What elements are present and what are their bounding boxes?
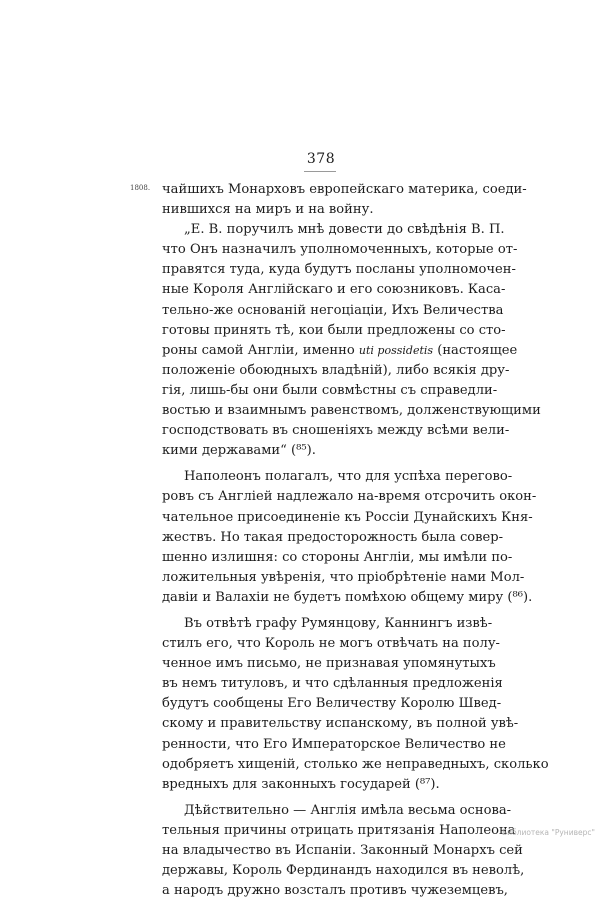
text-line: ровъ съ Англіей надлежало на-время отсрочить окон- — [162, 489, 537, 505]
text-line: въ немъ титуловъ, и что сдѣланныя предложенія — [162, 676, 503, 692]
text-line: ченное имъ письмо, не признавая упомянутыхъ — [162, 656, 496, 672]
text-line: ренности, что Его Императорское Величество не — [162, 736, 506, 752]
text-line: чательное присоединеніе къ Россіи Дунайскихъ Кня- — [162, 509, 533, 525]
paragraph — [162, 220, 541, 461]
text-line: жествъ. Но такая предосторожность была совер- — [162, 529, 504, 545]
text-line: готовы принять тѣ, кои были предложены со сто- — [162, 322, 506, 338]
text-line: одобряетъ хищеній, столько же неправедныхъ, сколько — [162, 756, 549, 772]
text-line: давіи и Валахіи не будетъ помѣхою общему миру (⁸⁶). — [162, 589, 533, 605]
text-line: положеніе обоюдныхъ владѣній), либо всякія дру- — [162, 362, 510, 378]
text-line: Дѣйствительно — Англія имѣла весьма основа- — [184, 802, 512, 818]
text-line: востью и взаимнымъ равенствомъ, долженствующими — [162, 403, 541, 419]
text-line: ложительныя увѣренія, что пріобрѣтеніе нами Мол- — [162, 569, 525, 585]
paragraph — [162, 801, 525, 901]
text-line: кими державами“ (⁸⁵). — [162, 443, 316, 459]
text-line: чайшихъ Монарховъ европейскаго материка, соеди- — [162, 182, 527, 197]
paragraph — [162, 180, 527, 220]
text-line: стилъ его, что Король не могъ отвѣчать на полу- — [162, 636, 500, 652]
text-line: гія, лишь-бы они были совмѣстны съ справедли- — [162, 382, 498, 398]
margin-year-note: 1808. — [130, 184, 151, 192]
text-line: державы, Король Фердинандъ находился въ неволѣ, — [162, 863, 525, 879]
text-line: тельныя причины отрицать притязанія Наполеона — [162, 822, 516, 838]
text-line: а народъ дружно возсталъ противъ чужеземцевъ, — [162, 883, 508, 899]
text-line: на владычество въ Испаніи. Законный Монархъ сей — [162, 843, 523, 858]
paragraph — [162, 614, 549, 795]
footer-watermark: Библиотека "Руниверс" — [502, 828, 595, 837]
text-line: „Е. В. поручилъ мнѣ довести до свѣдѣнія В. П. — [184, 222, 505, 238]
text-line: роны самой Англіи, именно uti possidetis (настоящее — [162, 342, 518, 358]
text-line: шенно излишня: со стороны Англіи, мы имѣли по- — [162, 549, 513, 565]
page-number-rule — [304, 171, 336, 172]
paragraph — [162, 467, 537, 608]
text-line: тельно-же основаній негоціаціи, Ихъ Величества — [162, 302, 504, 318]
text-line: ные Короля Англійскаго и его союзниковъ. Каса- — [162, 282, 506, 298]
text-line: скому и правительству испанскому, въ полной увѣ- — [162, 716, 519, 732]
text-line: будутъ сообщены Его Величеству Королю Швед- — [162, 696, 502, 712]
text-line: нившихся на миръ и на войну. — [162, 202, 374, 218]
text-line: вредныхъ для законныхъ государей (⁸⁷). — [162, 776, 440, 792]
text-line: Наполеонъ полагалъ, что для успѣха перегово- — [184, 469, 513, 485]
text-line: Въ отвѣтѣ графу Румянцову, Каннингъ извѣ- — [184, 615, 493, 631]
page-number: 378 — [306, 151, 336, 167]
text-line: что Онъ назначилъ уполномоченныхъ, которые от- — [162, 242, 518, 258]
text-line: господствовать въ сношеніяхъ между всѣми вели- — [162, 423, 510, 439]
text-line: правятся туда, куда будутъ посланы уполномочен- — [162, 262, 516, 278]
